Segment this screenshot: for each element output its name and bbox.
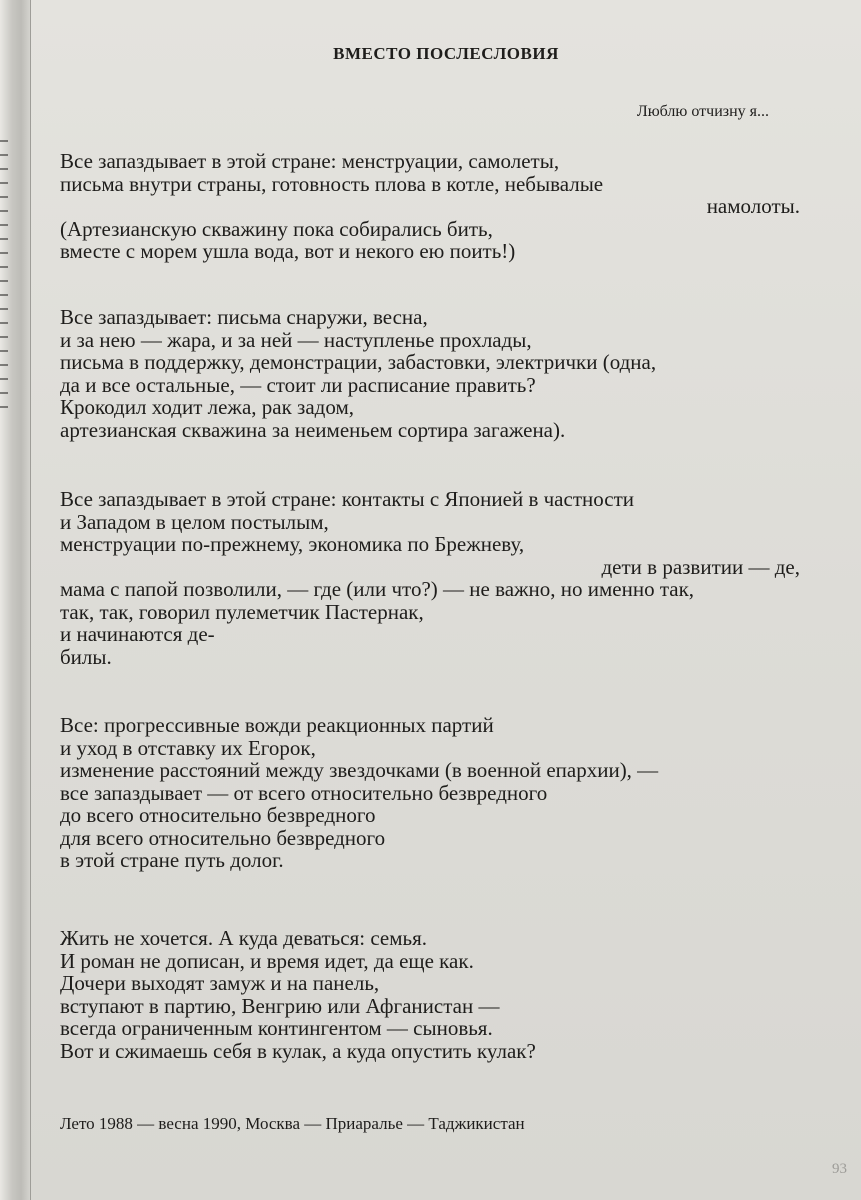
poem-line: так, так, говорил пулеметчик Пастернак, bbox=[60, 599, 424, 624]
poem-line: и начинаются де- bbox=[60, 622, 215, 646]
poem-line: менструации по-прежнему, экономика по Брежневу, bbox=[60, 532, 525, 556]
poem-line: в этой стране путь долог. bbox=[60, 848, 284, 872]
poem-line: мама с папой позволили, — где (или что?) — не важно, но именно так, bbox=[60, 577, 695, 601]
poem-line: изменение расстояний между звездочками (в военной епархии), — bbox=[60, 758, 659, 782]
poem-line: Дочери выходят замуж и на панель, bbox=[60, 971, 380, 995]
poem-line: письма в поддержку, демонстрации, забастовки, электрички (одна, bbox=[60, 350, 657, 374]
page-title: ВМЕСТО ПОСЛЕСЛОВИЯ bbox=[333, 44, 559, 63]
poem-line: все запаздывает — от всего относительно безвредного bbox=[60, 780, 548, 805]
poem-line: Вот и сжимаешь себя в кулак, а куда опустить кулак? bbox=[60, 1038, 536, 1063]
stanza-1 bbox=[60, 150, 800, 263]
date-place-signature: Лето 1988 — весна 1990, Москва — Приаралье — Таджикистан bbox=[60, 1114, 525, 1133]
poem-line: да и все остальные, — стоит ли расписание править? bbox=[60, 372, 536, 397]
stanza-5 bbox=[60, 927, 800, 1062]
poem-line: Все запаздывает: письма снаружи, весна, bbox=[60, 305, 428, 329]
poem-line: (Артезианскую скважину пока собирались бить, bbox=[60, 216, 493, 241]
poem-line: Крокодил ходит лежа, рак задом, bbox=[60, 395, 354, 419]
epigraph: Люблю отчизну я... bbox=[636, 103, 769, 120]
poem-line: и за нею — жара, и за ней — наступленье прохлады, bbox=[60, 327, 532, 352]
poem-line: И роман не дописан, и время идет, да еще как. bbox=[60, 948, 474, 973]
poem-line: и уход в отставку их Егорок, bbox=[60, 735, 316, 760]
poem-line: Все запаздывает в этой стране: контакты с Японией в частности bbox=[60, 487, 634, 511]
poem-line: и Западом в целом постылым, bbox=[60, 509, 329, 534]
poem-line: намолоты. bbox=[706, 194, 800, 218]
poem-line: для всего относительно безвредного bbox=[60, 825, 386, 850]
poem-line: Все запаздывает в этой стране: менструации, самолеты, bbox=[60, 149, 560, 173]
page-number: 93 bbox=[832, 1161, 847, 1177]
poem-line: вместе с морем ушла вода, вот и некого ею поить!) bbox=[60, 239, 516, 263]
poem-line: письма внутри страны, готовность плова в котле, небывалые bbox=[60, 171, 604, 196]
poem-line: артезианская скважина за неименьем сортира загажена). bbox=[60, 417, 566, 442]
page-edge bbox=[0, 0, 31, 1200]
poem-line: всегда ограниченным контингентом — сыновья. bbox=[60, 1016, 493, 1040]
stanza-2 bbox=[60, 306, 800, 441]
poem-line: билы. bbox=[60, 644, 112, 669]
stanza-4 bbox=[60, 714, 800, 872]
poem-line: дети в развитии — де, bbox=[601, 554, 800, 579]
stanza-3 bbox=[60, 488, 800, 668]
poem-line: до всего относительно безвредного bbox=[60, 803, 376, 827]
poem-line: Жить не хочется. А куда деваться: семья. bbox=[60, 926, 427, 950]
poem-line: Все: прогрессивные вожди реакционных партий bbox=[60, 713, 494, 737]
poem-line: вступают в партию, Венгрию или Афганистан — bbox=[60, 993, 500, 1018]
book-page bbox=[31, 0, 861, 1200]
